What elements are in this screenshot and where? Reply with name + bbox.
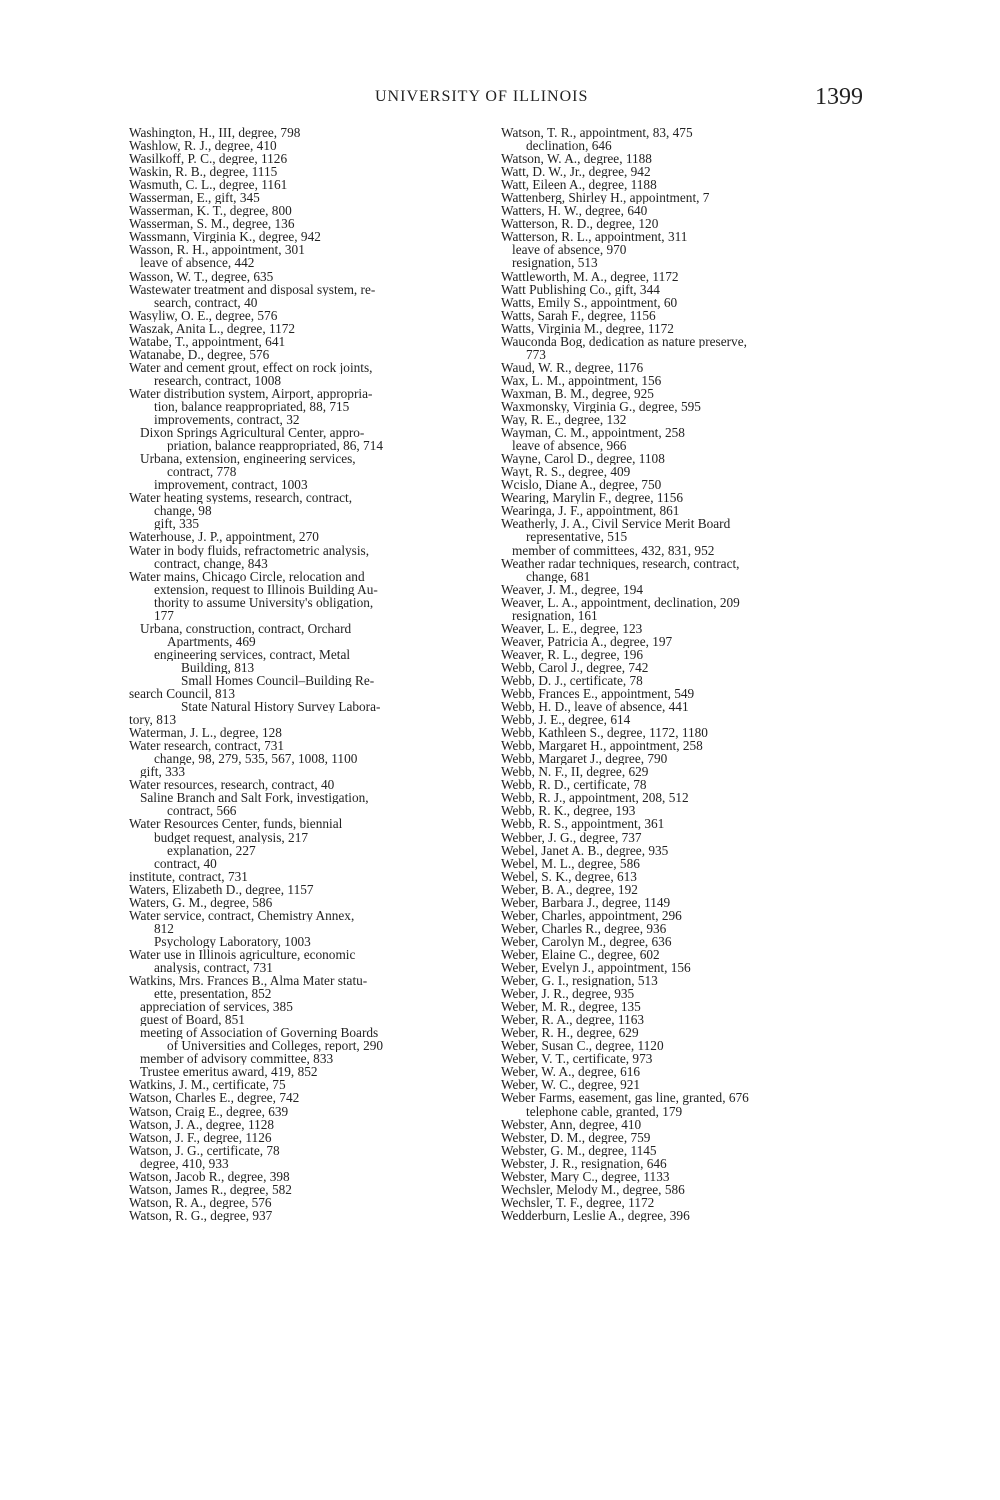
- index-subentry: Trustee emeritus award, 419, 852: [140, 1065, 318, 1079]
- index-entry: Weber, R. A., degree, 1163: [501, 1013, 645, 1027]
- index-subentry: Psychology Laboratory, 1003: [154, 934, 311, 948]
- index-subentry: resignation, 161: [512, 608, 598, 622]
- index-entry: Weber, Barbara J., degree, 1149: [501, 895, 671, 909]
- index-entry: Weber, V. T., certificate, 973: [501, 1052, 653, 1066]
- index-entry: Webb, D. J., certificate, 78: [501, 673, 643, 688]
- index-subentry: contract, change, 843: [154, 556, 268, 570]
- index-subentry: declination, 646: [526, 139, 612, 153]
- index-entry: Wechsler, T. F., degree, 1172: [501, 1195, 655, 1209]
- index-entry: Webber, J. G., degree, 737: [501, 830, 642, 844]
- index-subentry: search Council, 813: [129, 687, 235, 701]
- index-subentry: leave of absence, 966: [512, 439, 627, 453]
- index-entry: Waxman, B. M., degree, 925: [501, 386, 654, 400]
- index-subentry: leave of absence, 970: [512, 243, 627, 257]
- index-subentry: Building, 813: [181, 660, 255, 674]
- index-entry: Water distribution system, Airport, appropria-: [129, 386, 373, 400]
- index-entry: Water Resources Center, funds, biennial: [129, 817, 343, 831]
- index-entry: Wasyliw, O. E., degree, 576: [129, 308, 278, 322]
- index-entry: Watts, Emily S., appointment, 60: [501, 295, 678, 309]
- index-entry: Weaver, J. M., degree, 194: [501, 582, 644, 596]
- index-subentry: contract, 778: [167, 465, 237, 479]
- page-header: [0, 84, 1000, 112]
- index-subentry: Urbana, construction, contract, Orchard: [140, 621, 352, 635]
- index-entry: Webster, Ann, degree, 410: [501, 1117, 642, 1131]
- index-entry: Wcislo, Diane A., degree, 750: [501, 478, 662, 492]
- index-entry: Watters, H. W., degree, 640: [501, 204, 648, 218]
- index-entry: Wearing, Marylin F., degree, 1156: [501, 491, 684, 505]
- index-entry: Weber, Elaine C., degree, 602: [501, 947, 660, 961]
- index-entry: Webb, Margaret H., appointment, 258: [501, 739, 703, 753]
- index-entry: Weber, M. R., degree, 135: [501, 1000, 641, 1014]
- index-subentry: 773: [526, 347, 546, 361]
- index-entry: Water use in Illinois agriculture, economic: [129, 947, 356, 961]
- index-entry: Weber, Charles, appointment, 296: [501, 908, 682, 922]
- index-subentry: gift, 335: [154, 517, 200, 531]
- index-entry: Watson, J. A., degree, 1128: [129, 1117, 275, 1131]
- index-entry: Webster, Mary C., degree, 1133: [501, 1169, 670, 1183]
- index-entry: Wayman, C. M., appointment, 258: [501, 426, 685, 440]
- index-entry: Waud, W. R., degree, 1176: [501, 360, 644, 374]
- index-subentry: State Natural History Survey Labora-: [181, 700, 381, 714]
- index-entry: Webb, Frances E., appointment, 549: [501, 687, 695, 701]
- index-entry: Weber, J. R., degree, 935: [501, 987, 635, 1001]
- index-entry: Waters, G. M., degree, 586: [129, 895, 273, 909]
- index-entry: Watterson, R. D., degree, 120: [501, 217, 659, 231]
- index-entry: Water and cement grout, effect on rock joints,: [129, 360, 373, 374]
- index-entry: Wearinga, J. F., appointment, 861: [501, 504, 680, 518]
- index-entry: Watts, Sarah F., degree, 1156: [501, 308, 656, 322]
- index-subentry: thority to assume University's obligation,: [154, 595, 374, 609]
- index-subentry: Saline Branch and Salt Fork, investigation,: [140, 791, 369, 805]
- index-subentry: ette, presentation, 852: [154, 987, 272, 1001]
- index-subentry: of Universities and Colleges, report, 290: [167, 1039, 384, 1053]
- index-entry: Webster, G. M., degree, 1145: [501, 1143, 657, 1157]
- index-entry: Weber Farms, easement, gas line, granted, 676: [501, 1091, 749, 1105]
- index-entry: Weber, W. C., degree, 921: [501, 1078, 641, 1092]
- index-entry: Wauconda Bog, dedication as nature preserve,: [501, 334, 747, 348]
- index-entry: Weber, Evelyn J., appointment, 156: [501, 961, 691, 975]
- index-subentry: guest of Board, 851: [140, 1013, 245, 1027]
- index-entry: Watt Publishing Co., gift, 344: [501, 282, 660, 296]
- index-entry: Weber, Charles R., degree, 936: [501, 921, 667, 935]
- index-entry: Waterman, J. L., degree, 128: [129, 726, 282, 740]
- index-subentry: engineering services, contract, Metal: [154, 647, 351, 661]
- index-entry: Waskin, R. B., degree, 1115: [129, 165, 278, 179]
- index-entry: Watkins, Mrs. Frances B., Alma Mater statu-: [129, 974, 368, 988]
- index-entry: Watts, Virginia M., degree, 1172: [501, 321, 674, 335]
- index-entry: Weber, Susan C., degree, 1120: [501, 1039, 664, 1053]
- index-entry: Webb, R. J., appointment, 208, 512: [501, 791, 689, 805]
- index-subentry: Dixon Springs Agricultural Center, appro-: [140, 426, 365, 440]
- running-head: UNIVERSITY OF ILLINOIS: [375, 88, 589, 105]
- index-entry: Wasserman, K. T., degree, 800: [129, 204, 292, 218]
- index-entry: Watson, J. F., degree, 1126: [129, 1130, 272, 1144]
- index-subentry: improvement, contract, 1003: [154, 478, 308, 492]
- index-entry: Weber, W. A., degree, 616: [501, 1065, 641, 1079]
- index-subentry: change, 98: [154, 504, 212, 518]
- index-entry: Webel, M. L., degree, 586: [501, 856, 640, 870]
- index-subentry: member of advisory committee, 833: [140, 1052, 334, 1066]
- index-subentry: member of committees, 432, 831, 952: [512, 543, 715, 557]
- index-entry: Webb, H. D., leave of absence, 441: [501, 700, 689, 714]
- index-entry: Washlow, R. J., degree, 410: [129, 139, 277, 153]
- index-entry: Weaver, L. E., degree, 123: [501, 621, 643, 635]
- index-entry: institute, contract, 731: [129, 869, 248, 883]
- index-entry: Wasson, R. H., appointment, 301: [129, 243, 305, 257]
- index-entry: Wasilkoff, P. C., degree, 1126: [129, 152, 288, 166]
- index-entry: Watson, W. A., degree, 1188: [501, 152, 652, 166]
- index-subentry: extension, request to Illinois Building Au-: [154, 582, 378, 596]
- index-entry: Webb, R. K., degree, 193: [501, 804, 636, 818]
- index-subentry: budget request, analysis, 217: [154, 830, 308, 844]
- index-subentry: tory, 813: [129, 713, 177, 727]
- index-subentry: Small Homes Council–Building Re-: [181, 673, 375, 688]
- index-entry: Wasserman, E., gift, 345: [129, 191, 260, 205]
- index-entry: Way, R. E., degree, 132: [501, 413, 627, 427]
- index-entry: Weber, G. I., resignation, 513: [501, 974, 658, 988]
- index-entry: Webb, Kathleen S., degree, 1172, 1180: [501, 726, 708, 740]
- index-entry: Wasmuth, C. L., degree, 1161: [129, 178, 288, 192]
- index-entry: Waxmonsky, Virginia G., degree, 595: [501, 399, 701, 414]
- index-entry: Wattleworth, M. A., degree, 1172: [501, 269, 679, 283]
- index-entry: Watterson, R. L., appointment, 311: [501, 230, 688, 244]
- index-subentry: resignation, 513: [512, 256, 598, 270]
- index-entry: Webb, Margaret J., degree, 790: [501, 752, 668, 766]
- index-entry: Wechsler, Melody M., degree, 586: [501, 1182, 685, 1196]
- index-subentry: tion, balance reappropriated, 88, 715: [154, 399, 350, 414]
- index-entry: Wedderburn, Leslie A., degree, 396: [501, 1208, 690, 1222]
- index-entry: Weber, R. H., degree, 629: [501, 1026, 639, 1040]
- index-column-right: [501, 126, 851, 1316]
- index-subentry: search, contract, 40: [154, 295, 258, 309]
- index-subentry: analysis, contract, 731: [154, 961, 273, 975]
- page-number: 1399: [815, 84, 863, 110]
- index-entry: Weaver, Patricia A., degree, 197: [501, 634, 673, 648]
- index-column-left: [129, 126, 477, 1316]
- index-entry: Wattenberg, Shirley H., appointment, 7: [501, 191, 710, 205]
- index-entry: Watt, Eileen A., degree, 1188: [501, 178, 657, 192]
- index-entry: Water mains, Chicago Circle, relocation and: [129, 569, 365, 583]
- index-subentry: change, 681: [526, 569, 591, 583]
- index-entry: Webb, R. S., appointment, 361: [501, 817, 665, 831]
- index-entry: Watson, R. G., degree, 937: [129, 1208, 273, 1222]
- index-entry: Webster, D. M., degree, 759: [501, 1130, 651, 1144]
- index-entry: Webb, J. E., degree, 614: [501, 713, 631, 727]
- index-entry: Watson, J. G., certificate, 78: [129, 1143, 280, 1157]
- index-entry: Weatherly, J. A., Civil Service Merit Board: [501, 517, 731, 531]
- index-subentry: priation, balance reappropriated, 86, 714: [167, 439, 383, 453]
- index-entry: Weber, B. A., degree, 192: [501, 882, 638, 896]
- index-entry: Webel, S. K., degree, 613: [501, 869, 637, 883]
- index-entry: Watson, Craig E., degree, 639: [129, 1104, 289, 1118]
- index-entry: Webster, J. R., resignation, 646: [501, 1156, 667, 1170]
- index-entry: Webel, Janet A. B., degree, 935: [501, 843, 669, 857]
- index-subentry: representative, 515: [526, 530, 628, 544]
- index-subentry: leave of absence, 442: [140, 256, 255, 270]
- index-entry: Watkins, J. M., certificate, 75: [129, 1078, 286, 1092]
- index-subentry: gift, 333: [140, 765, 186, 779]
- index-entry: Wassmann, Virginia K., degree, 942: [129, 230, 321, 244]
- index-entry: Water resources, research, contract, 40: [129, 778, 335, 792]
- index-entry: Weber, Carolyn M., degree, 636: [501, 934, 672, 948]
- index-subentry: explanation, 227: [167, 843, 256, 857]
- index-subentry: degree, 410, 933: [140, 1156, 229, 1170]
- index-entry: Wayt, R. S., degree, 409: [501, 465, 631, 479]
- index-entry: Waterhouse, J. P., appointment, 270: [129, 530, 319, 544]
- index-entry: Watson, Charles E., degree, 742: [129, 1091, 300, 1105]
- index-entry: Wasserman, S. M., degree, 136: [129, 217, 295, 231]
- index-subentry: telephone cable, granted, 179: [526, 1104, 683, 1118]
- index-subentry: Apartments, 469: [167, 634, 256, 648]
- index-subentry: contract, 40: [154, 856, 217, 870]
- index-entry: Watt, D. W., Jr., degree, 942: [501, 165, 651, 179]
- index-entry: Waters, Elizabeth D., degree, 1157: [129, 882, 314, 896]
- index-subentry: change, 98, 279, 535, 567, 1008, 1100: [154, 752, 358, 766]
- index-entry: Water research, contract, 731: [129, 739, 285, 753]
- index-entry: Wastewater treatment and disposal system, re-: [129, 282, 376, 296]
- index-entry: Waszak, Anita L., degree, 1172: [129, 321, 296, 335]
- index-entry: Watanabe, D., degree, 576: [129, 347, 270, 361]
- index-entry: Webb, R. D., certificate, 78: [501, 778, 647, 792]
- index-entry: Watson, James R., degree, 582: [129, 1182, 292, 1196]
- index-entry: Water service, contract, Chemistry Annex,: [129, 908, 355, 922]
- index-subentry: 812: [154, 921, 174, 935]
- index-subentry: Urbana, extension, engineering services,: [140, 452, 356, 466]
- index-entry: Watson, Jacob R., degree, 398: [129, 1169, 290, 1183]
- index-entry: Watabe, T., appointment, 641: [129, 334, 286, 348]
- index-subentry: improvements, contract, 32: [154, 413, 300, 427]
- index-entry: Weaver, R. L., degree, 196: [501, 647, 644, 661]
- index-entry: Wayne, Carol D., degree, 1108: [501, 452, 665, 466]
- index-entry: Webb, Carol J., degree, 742: [501, 660, 649, 674]
- index-entry: Weather radar techniques, research, contract,: [501, 556, 740, 570]
- index-entry: Watson, R. A., degree, 576: [129, 1195, 272, 1209]
- index-entry: Watson, T. R., appointment, 83, 475: [501, 126, 693, 140]
- index-entry: Weaver, L. A., appointment, declination, 209: [501, 595, 740, 609]
- index-entry: Wax, L. M., appointment, 156: [501, 373, 662, 387]
- index-entry: Water in body fluids, refractometric analysis,: [129, 543, 370, 557]
- index-subentry: appreciation of services, 385: [140, 1000, 293, 1014]
- index-subentry: meeting of Association of Governing Boards: [140, 1026, 379, 1040]
- index-entry: Washington, H., III, degree, 798: [129, 126, 301, 140]
- index-entry: Webb, N. F., II, degree, 629: [501, 765, 649, 779]
- index-subentry: contract, 566: [167, 804, 237, 818]
- index-entry: Wasson, W. T., degree, 635: [129, 269, 274, 283]
- index-entry: Water heating systems, research, contract,: [129, 491, 353, 505]
- index-subentry: 177: [154, 608, 174, 622]
- index-subentry: research, contract, 1008: [154, 373, 281, 387]
